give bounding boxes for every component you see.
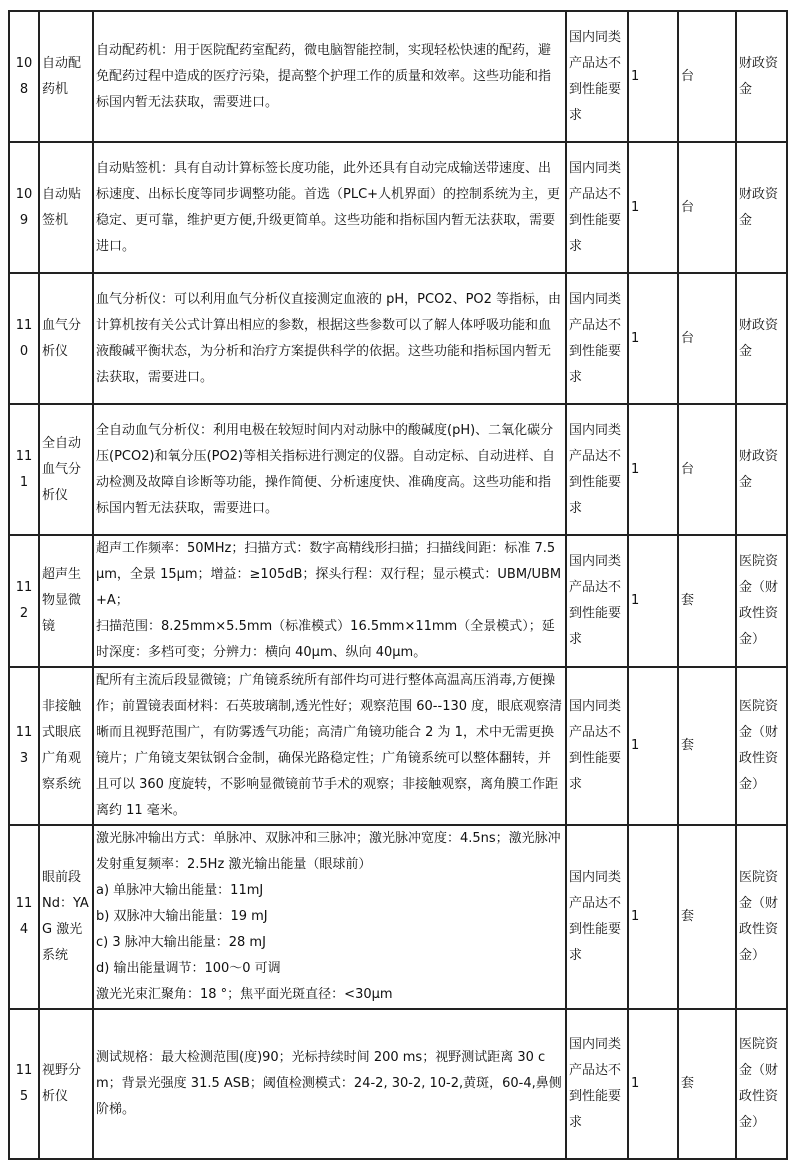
unit: 套: [678, 535, 736, 667]
description-line: c) 3 脉冲大输出能量：28 mJ: [96, 935, 266, 950]
description-line: 超声工作频率：50MHz；扫描方式：数字高精线形扫描；扫描线间距：标准 7.5μm，全景 15μm；增益：≥105dB；探头行程：双行程；显示模式：UBM/UBM+A；: [96, 541, 562, 608]
description-line: 自动贴签机：具有自动计算标签长度功能，此外还具有自动完成输送带速度、出标速度、出标长度等同步调整功能。首选（PLC+人机界面）的控制系统为主，更稳定、更可靠，维护更方便,升级更简单。这些功能和指标国内暂无法获取，需要进口。: [96, 160, 561, 254]
quantity: 1: [628, 1009, 678, 1159]
table-row: [9, 142, 787, 273]
row-number: 109: [9, 142, 39, 273]
description-line: 血气分析仪：可以利用血气分析仪直接测定血液的 pH，PCO2、PO2 等指标，由计算机按有关公式计算出相应的参数，根据这些参数可以了解人体呼吸功能和血液酸碱平衡状态，为分析和治疗方案提供科学的依据。这些功能和指标国内暂无法获取，需要进口。: [96, 291, 562, 385]
equipment-name: 非接触式眼底广角观察系统: [39, 667, 93, 825]
row-number: 108: [9, 11, 39, 142]
description-line: a) 单脉冲大输出能量：11mJ: [96, 883, 264, 898]
row-number: 114: [9, 825, 39, 1009]
equipment-name: 全自动血气分析仪: [39, 404, 93, 535]
table-row: [9, 11, 787, 142]
unit: 套: [678, 1009, 736, 1159]
row-number: 115: [9, 1009, 39, 1159]
quantity: 1: [628, 11, 678, 142]
equipment-description: [93, 825, 566, 1009]
domestic-availability: 国内同类产品达不到性能要求: [566, 11, 628, 142]
row-number: 113: [9, 667, 39, 825]
funding-source: 医院资金（财政性资金）: [736, 535, 787, 667]
table-row: [9, 273, 787, 404]
unit: 台: [678, 142, 736, 273]
funding-source: 医院资金（财政性资金）: [736, 825, 787, 1009]
description-line: 扫描范围：8.25mm×5.5mm（标准模式）16.5mm×11mm（全景模式）；延时深度：多档可变；分辨力：横向 40μm、纵向 40μm。: [96, 619, 555, 660]
equipment-table: [8, 10, 788, 1160]
description-line: 激光脉冲输出方式：单脉冲、双脉冲和三脉冲；激光脉冲宽度：4.5ns；激光脉冲发射重复频率：2.5Hz 激光输出能量（眼球前）: [96, 831, 561, 872]
table-body: [9, 11, 787, 1159]
equipment-description: [93, 404, 566, 535]
equipment-description: [93, 535, 566, 667]
table-row: [9, 1009, 787, 1159]
description-line: 自动配药机：用于医院配药室配药，微电脑智能控制，实现轻松快速的配药，避免配药过程中造成的医疗污染，提高整个护理工作的质量和效率。这些功能和指标国内暂无法获取，需要进口。: [96, 42, 552, 110]
domestic-availability: 国内同类产品达不到性能要求: [566, 273, 628, 404]
unit: 台: [678, 273, 736, 404]
domestic-availability: 国内同类产品达不到性能要求: [566, 142, 628, 273]
equipment-description: [93, 273, 566, 404]
equipment-name: 自动配药机: [39, 11, 93, 142]
domestic-availability: 国内同类产品达不到性能要求: [566, 825, 628, 1009]
funding-source: 财政资金: [736, 404, 787, 535]
quantity: 1: [628, 404, 678, 535]
unit: 台: [678, 11, 736, 142]
funding-source: 医院资金（财政性资金）: [736, 1009, 787, 1159]
domestic-availability: 国内同类产品达不到性能要求: [566, 1009, 628, 1159]
table-row: [9, 825, 787, 1009]
funding-source: 财政资金: [736, 142, 787, 273]
unit: 套: [678, 667, 736, 825]
domestic-availability: 国内同类产品达不到性能要求: [566, 404, 628, 535]
domestic-availability: 国内同类产品达不到性能要求: [566, 535, 628, 667]
quantity: 1: [628, 273, 678, 404]
equipment-description: [93, 11, 566, 142]
quantity: 1: [628, 142, 678, 273]
description-line: d) 输出能量调节：100～0 可调: [96, 961, 281, 976]
quantity: 1: [628, 667, 678, 825]
table-row: [9, 404, 787, 535]
equipment-name: 自动贴签机: [39, 142, 93, 273]
table-row: [9, 667, 787, 825]
equipment-name: 血气分析仪: [39, 273, 93, 404]
funding-source: 医院资金（财政性资金）: [736, 667, 787, 825]
equipment-description: [93, 667, 566, 825]
description-line: 激光光束汇聚角：18 °；焦平面光斑直径：<30μm: [96, 987, 393, 1002]
table-row: [9, 535, 787, 667]
equipment-name: 超声生物显微镜: [39, 535, 93, 667]
equipment-name: 视野分析仪: [39, 1009, 93, 1159]
equipment-description: [93, 1009, 566, 1159]
row-number: 112: [9, 535, 39, 667]
description-line: 测试规格：最大检测范围(度)90；光标持续时间 200 ms；视野测试距离 30 cm；背景光强度 31.5 ASB；阈值检测模式：24-2, 30-2, 10-2,黄斑，60-4,鼻侧阶梯。: [96, 1050, 562, 1117]
domestic-availability: 国内同类产品达不到性能要求: [566, 667, 628, 825]
description-line: 配所有主流后段显微镜；广角镜系统所有部件均可进行整体高温高压消毒,方便操作；前置镜表面材料：石英玻璃制,透光性好；观察范围 60--130 度，眼底观察清晰而且视野范围广，有防雾透气功能；高清广角镜功能合 2 为 1，术中无需更换镜片；广角镜支架钛钢合金制，确保光路稳定性；广角镜系统可以整体翻转，并且可以 360 度旋转，不影响显微镜前节手术的观察；非接触观察，离角膜工作距离约 11 毫米。: [96, 673, 563, 818]
unit: 台: [678, 404, 736, 535]
description-line: b) 双脉冲大输出能量：19 mJ: [96, 909, 268, 924]
unit: 套: [678, 825, 736, 1009]
funding-source: 财政资金: [736, 273, 787, 404]
funding-source: 财政资金: [736, 11, 787, 142]
equipment-name: 眼前段 Nd：YAG 激光系统: [39, 825, 93, 1009]
row-number: 110: [9, 273, 39, 404]
equipment-description: [93, 142, 566, 273]
quantity: 1: [628, 825, 678, 1009]
quantity: 1: [628, 535, 678, 667]
description-line: 全自动血气分析仪：利用电极在较短时间内对动脉中的酸碱度(pH)、二氧化碳分压(PCO2)和氧分压(PO2)等相关指标进行测定的仪器。自动定标、自动进样、自动检测及故障自诊断等功能，操作简便、分析速度快、准确度高。这些功能和指标国内暂无法获取，需要进口。: [96, 422, 556, 516]
row-number: 111: [9, 404, 39, 535]
